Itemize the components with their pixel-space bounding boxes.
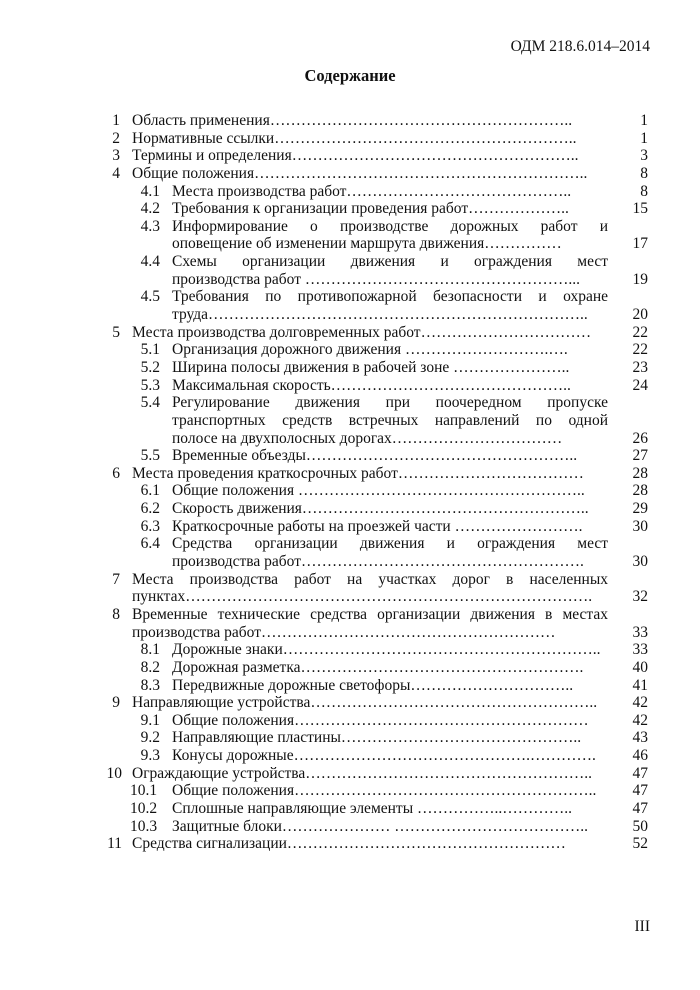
toc-section-number: 1: [112, 112, 120, 129]
toc-section-number: 8: [112, 605, 120, 623]
toc-entry-3[interactable]: [100, 147, 648, 165]
toc-page-number: 1: [640, 112, 648, 129]
toc-section-number: 4: [112, 164, 120, 182]
toc-section-number: 4.1: [140, 182, 160, 200]
toc-section-number: 5.1: [140, 341, 160, 359]
toc-entry-4-5-line-1[interactable]: [100, 288, 648, 306]
toc-page-number: 30: [632, 553, 648, 571]
toc-page-number: 17: [632, 235, 648, 253]
toc-page-number: 28: [632, 464, 648, 482]
toc-entry-6[interactable]: [100, 465, 648, 483]
toc-entry-5-4-line-1[interactable]: [100, 394, 648, 412]
toc-entry-6-4-line-1[interactable]: [100, 535, 648, 553]
toc-section-number: 8.1: [140, 641, 160, 659]
toc-page-number: 27: [632, 447, 648, 465]
toc-section-title: Максимальная скорость………………………………………..: [172, 376, 571, 394]
toc-section-title: производства работ…………………………………………………: [132, 623, 556, 641]
document-id: ОДМ 218.6.014–2014: [510, 38, 650, 55]
toc-page-number: 33: [632, 641, 648, 659]
toc-section-title: Общие положения ………………………………………………..: [172, 482, 585, 500]
page-number: III: [634, 918, 650, 935]
toc-entry-6-2[interactable]: [100, 500, 648, 518]
toc-section-number: 6.2: [140, 500, 160, 518]
toc-section-number: 6: [112, 464, 120, 482]
toc-section-title: Дорожные знаки……………………………………………………..: [172, 641, 601, 659]
toc-entry-10-2[interactable]: [100, 800, 648, 818]
toc-entry-7-line-1[interactable]: [100, 571, 648, 589]
toc-section-number: 5.5: [140, 447, 160, 465]
toc-page-number: 47: [632, 782, 648, 800]
toc-section-number: 10.1: [130, 782, 158, 800]
toc-page-number: 30: [632, 517, 648, 535]
toc-section-number: 7: [112, 570, 120, 588]
toc-section-title: Места производства долговременных работ……………………………: [132, 323, 592, 341]
toc-entry-8-1[interactable]: [100, 641, 648, 659]
toc-section-number: 4.5: [140, 288, 160, 306]
toc-section-title: Временные технические средства организации движения в местах: [132, 605, 608, 623]
toc-section-title: оповещение об изменении маршрута движения……………: [172, 235, 562, 253]
toc-entry-8-line-1[interactable]: [100, 606, 648, 624]
toc-section-title: Краткосрочные работы на проезжей части …………………….: [172, 517, 583, 535]
toc-entry-1[interactable]: [100, 112, 648, 130]
toc-page-number: 47: [632, 799, 648, 817]
page-title: Содержание: [304, 66, 396, 85]
toc-entry-5[interactable]: [100, 324, 648, 342]
toc-entry-9-1[interactable]: [100, 712, 648, 730]
toc-page-number: 22: [632, 323, 648, 341]
toc-section-title: пунктах…………………………………………………………………….: [132, 588, 593, 606]
toc-section-title: Общие положения…………………………………………………: [172, 711, 589, 729]
toc-page-number: 23: [632, 358, 648, 376]
toc-entry-5-3[interactable]: [100, 377, 648, 395]
toc-entry-9-2[interactable]: [100, 729, 648, 747]
toc-page-number: 42: [632, 711, 648, 729]
toc-section-title: Термины и определения………………………………………………..: [132, 147, 579, 165]
toc-section-title: Область применения…………………………………………………..: [132, 112, 573, 129]
toc-page-number: 42: [632, 694, 648, 712]
toc-section-number: 8.2: [140, 658, 160, 676]
toc-page-number: 46: [632, 747, 648, 765]
toc-section-title: транспортных средств встречных направлений по одной: [172, 411, 608, 429]
toc-page-number: 33: [632, 623, 648, 641]
toc-entry-4-4-line-1[interactable]: [100, 253, 648, 271]
toc-entry-5-4-line-2[interactable]: [100, 412, 648, 430]
toc-section-number: 10.2: [130, 799, 158, 817]
toc-entry-8-2[interactable]: [100, 659, 648, 677]
toc-entry-5-5[interactable]: [100, 447, 648, 465]
toc-entry-7-line-2[interactable]: [100, 588, 648, 606]
toc-section-title: Временные объезды……………………………………………..: [172, 447, 578, 465]
toc-entry-2[interactable]: [100, 130, 648, 148]
toc-section-number: 4.3: [140, 217, 160, 235]
toc-entry-10[interactable]: [100, 765, 648, 783]
toc-section-title: Передвижные дорожные светофоры…………………………..: [172, 676, 574, 694]
toc-entry-6-1[interactable]: [100, 482, 648, 500]
toc-section-title: Скорость движения………………………………………………..: [172, 500, 589, 518]
toc-section-title: труда………………………………………………………………..: [172, 306, 588, 324]
toc-page-number: 3: [640, 147, 648, 165]
toc-page-number: 29: [632, 500, 648, 518]
toc-section-number: 4.2: [140, 200, 160, 218]
toc-page-number: 1: [640, 129, 648, 147]
toc-section-title: Информирование о производстве дорожных работ и: [172, 217, 608, 235]
toc-section-title: Средства организации движения и ограждения мест: [172, 535, 608, 553]
toc-entry-5-2[interactable]: [100, 359, 648, 377]
toc-section-title: Средства сигнализации………………………………………………: [132, 835, 566, 853]
toc-section-number: 8.3: [140, 676, 160, 694]
toc-page-number: 50: [632, 817, 648, 835]
toc-entry-4-1[interactable]: [100, 183, 648, 201]
toc-page-number: 22: [632, 341, 648, 359]
toc-entry-10-1[interactable]: [100, 782, 648, 800]
toc-section-title: Требования по противопожарной безопасности и охране: [172, 288, 608, 306]
toc-page-number: 19: [632, 270, 648, 288]
toc-section-number: 10: [106, 764, 122, 782]
toc-section-title: Конусы дорожные……………………………………….………….: [172, 747, 596, 765]
toc-section-number: 10.3: [130, 817, 158, 835]
toc-entry-8-3[interactable]: [100, 677, 648, 695]
toc-entry-4-3-line-1[interactable]: [100, 218, 648, 236]
table-of-contents: [100, 112, 648, 853]
toc-section-number: 5.3: [140, 376, 160, 394]
toc-section-title: полосе на двухполосных дорогах……………………………: [172, 429, 563, 447]
toc-section-title: производства работ ……………………………………………...: [172, 270, 580, 288]
toc-section-number: 4.4: [140, 253, 160, 271]
toc-section-title: Ограждающие устройства………………………………………………..: [132, 764, 593, 782]
toc-section-number: 9.3: [140, 747, 160, 765]
toc-entry-4-2[interactable]: [100, 200, 648, 218]
toc-section-number: 11: [107, 835, 122, 853]
toc-section-title: Направляющие пластины………………………………………..: [172, 729, 582, 747]
toc-entry-6-3[interactable]: [100, 518, 648, 536]
toc-page-number: 32: [632, 588, 648, 606]
toc-page-number: 47: [632, 764, 648, 782]
toc-section-title: Требования к организации проведения работ………………..: [172, 200, 569, 218]
toc-entry-5-1[interactable]: [100, 341, 648, 359]
toc-page-number: 52: [632, 835, 648, 853]
toc-section-number: 5.4: [140, 394, 160, 412]
toc-page-number: 41: [632, 676, 648, 694]
toc-section-title: Ширина полосы движения в рабочей зоне …………………..: [172, 358, 570, 376]
toc-entry-9-3[interactable]: [100, 747, 648, 765]
toc-section-number: 6.4: [140, 535, 160, 553]
toc-section-number: 6.3: [140, 517, 160, 535]
toc-page-number: 8: [640, 182, 648, 200]
toc-entry-10-3[interactable]: [100, 818, 648, 836]
toc-page-number: 43: [632, 729, 648, 747]
toc-page-number: 28: [632, 482, 648, 500]
toc-section-title: Схемы организации движения и ограждения мест: [172, 253, 608, 271]
toc-section-title: Сплошные направляющие элементы ……………..…………..: [172, 799, 572, 817]
toc-entry-9[interactable]: [100, 694, 648, 712]
toc-section-title: производства работ……………………………………………….: [172, 553, 584, 571]
toc-page-number: 40: [632, 658, 648, 676]
toc-section-title: Направляющие устройства………………………………………………..: [132, 694, 598, 712]
toc-page-number: 20: [632, 306, 648, 324]
toc-section-title: Места производства работ……………………………………..: [172, 182, 572, 200]
toc-entry-4-5-line-2[interactable]: [100, 306, 648, 324]
toc-entry-11[interactable]: [100, 835, 648, 853]
toc-section-title: Регулирование движения при поочередном пропуске: [172, 394, 608, 412]
toc-section-number: 6.1: [140, 482, 160, 500]
toc-entry-8-line-2[interactable]: [100, 624, 648, 642]
toc-entry-6-4-line-2[interactable]: [100, 553, 648, 571]
toc-section-title: Общие положения………………………………………………………..: [132, 164, 588, 182]
toc-section-number: 3: [112, 147, 120, 165]
toc-entry-4-4-line-2[interactable]: [100, 271, 648, 289]
toc-entry-4[interactable]: [100, 165, 648, 183]
toc-section-number: 5: [112, 323, 120, 341]
toc-section-number: 9.1: [140, 711, 160, 729]
toc-section-title: Организация дорожного движения ……………………….….: [172, 341, 568, 359]
toc-section-number: 9.2: [140, 729, 160, 747]
toc-section-number: 9: [112, 694, 120, 712]
toc-section-title: Места производства работ на участках дорог в населенных: [132, 570, 608, 588]
toc-entry-5-4-line-3[interactable]: [100, 430, 648, 448]
toc-section-title: Нормативные ссылки…………………………………………………..: [132, 129, 577, 147]
toc-section-title: Места проведения краткосрочных работ………………………………: [132, 464, 584, 482]
toc-page-number: 26: [632, 429, 648, 447]
toc-section-title: Дорожная разметка……………………………………………….: [172, 658, 584, 676]
toc-page-number: 24: [632, 376, 648, 394]
toc-section-number: 2: [112, 129, 120, 147]
toc-page-number: 15: [632, 200, 648, 218]
toc-section-title: Защитные блоки………………… ………………………………..: [172, 817, 589, 835]
toc-entry-4-3-line-2[interactable]: [100, 235, 648, 253]
toc-section-title: Общие положения…………………………………………………..: [172, 782, 597, 800]
toc-page-number: 8: [640, 164, 648, 182]
toc-section-number: 5.2: [140, 358, 160, 376]
